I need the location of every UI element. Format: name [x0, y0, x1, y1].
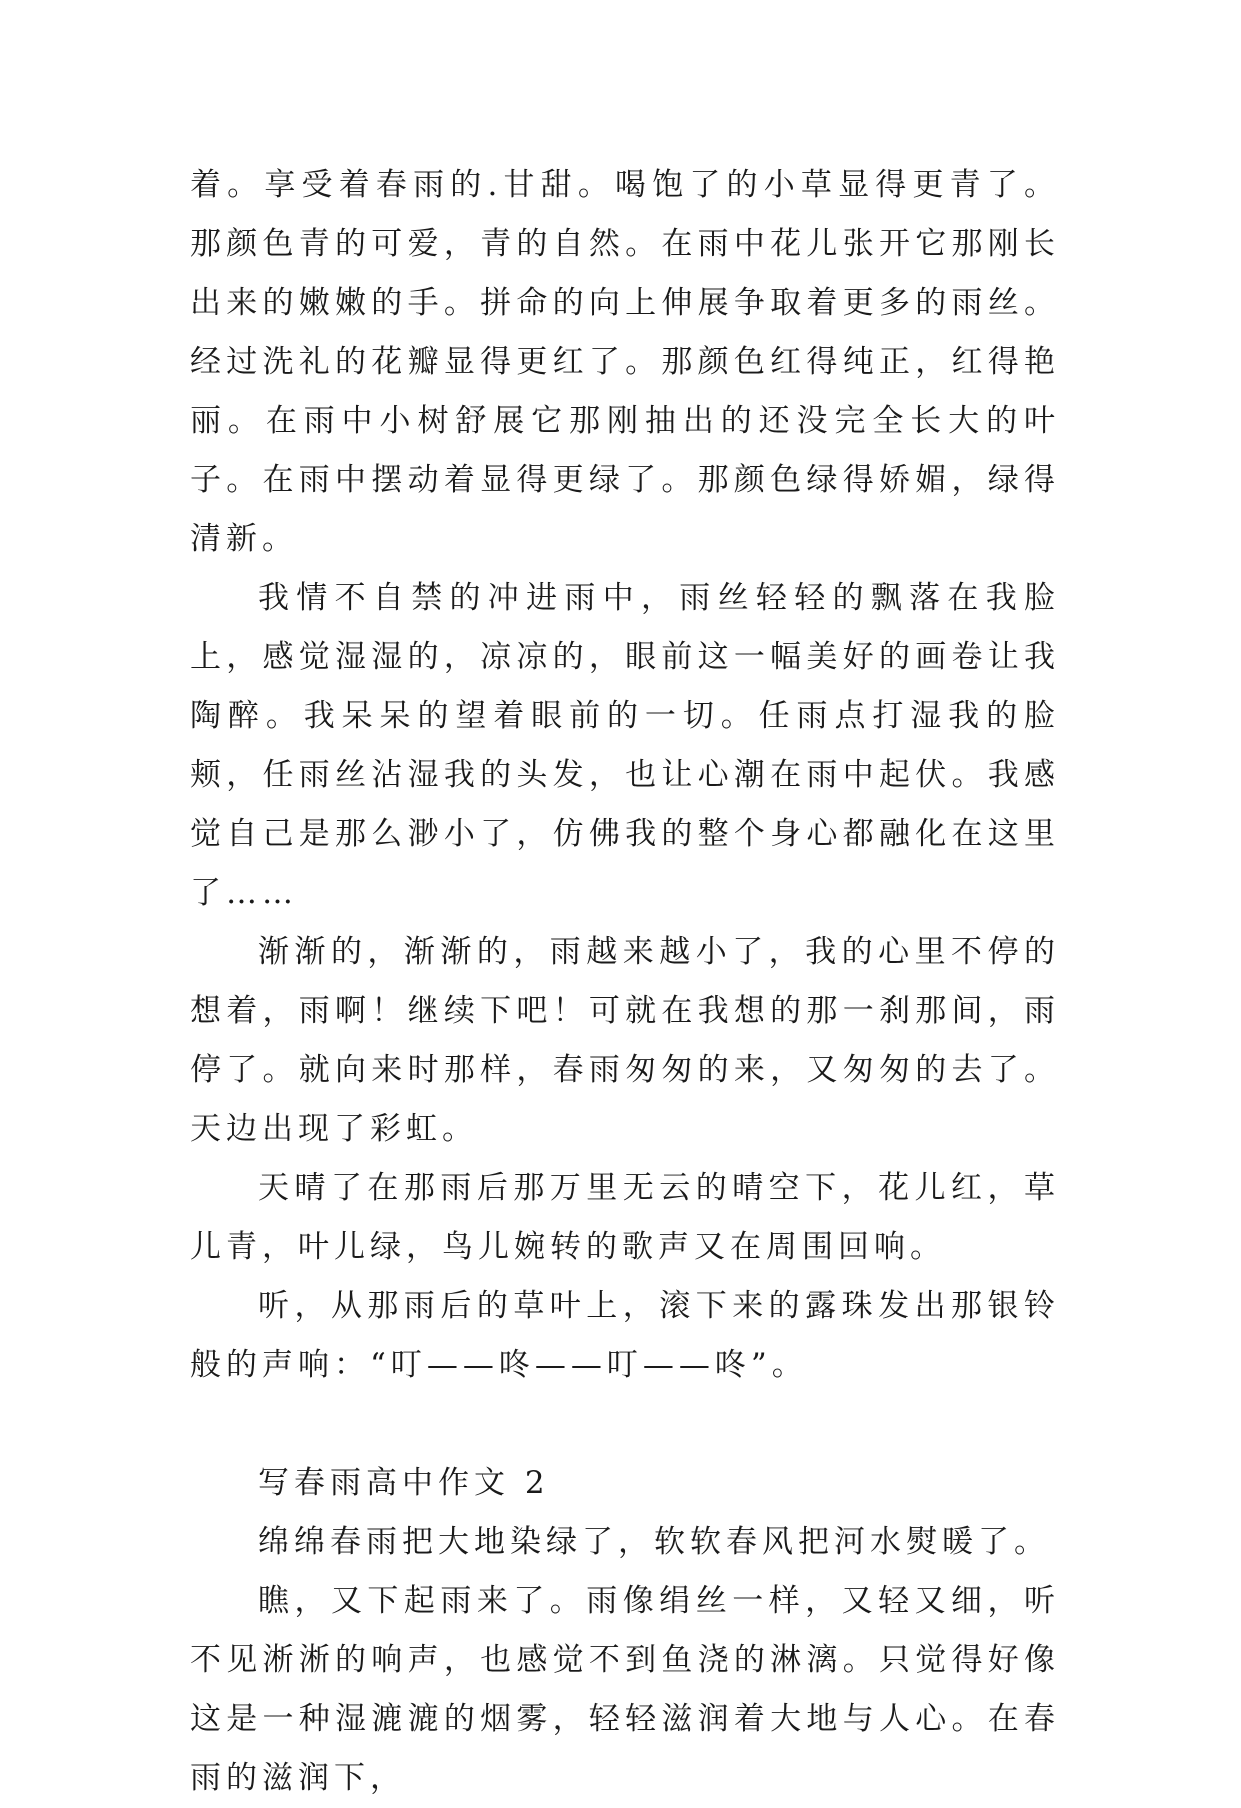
paragraph: 听，从那雨后的草叶上，滚下来的露珠发出那银铃般的声响：“叮——咚——叮——咚”。: [190, 1288, 1060, 1383]
paragraph: 渐渐的，渐渐的，雨越来越小了，我的心里不停的想着，雨啊！继续下吧！可就在我想的那一刹那间，雨停了。就向来时那样，春雨匆匆的来，又匆匆的去了。天边出现了彩虹。: [190, 934, 1060, 1147]
paragraph: 天晴了在那雨后那万里无云的晴空下，花儿红，草儿青，叶儿绿，鸟儿婉转的歌声又在周围回响。: [190, 1170, 1060, 1265]
paragraph: 绵绵春雨把大地染绿了，软软春风把河水熨暖了。: [258, 1524, 1050, 1560]
paragraph-continuation: 着。享受着春雨的.甘甜。喝饱了的小草显得更青了。那颜色青的可爱，青的自然。在雨中花儿张开它那刚长出来的嫩嫩的手。拼命的向上伸展争取着更多的雨丝。经过洗礼的花瓣显得更红了。那颜色红得纯正，红得艳丽。在雨中小树舒展它那刚抽出的还没完全长大的叶子。在雨中摆动着显得更绿了。那颜色绿得娇媚，绿得清新。: [190, 167, 1060, 557]
paragraph: 瞧，又下起雨来了。雨像绢丝一样，又轻又细，听不见淅淅的响声，也感觉不到鱼浇的淋漓。只觉得好像这是一种湿漉漉的烟雾，轻轻滋润着大地与人心。在春雨的滋润下，: [190, 1583, 1060, 1796]
document-body: [190, 156, 1060, 1808]
section-title: 写春雨高中作文 2: [258, 1465, 550, 1501]
paragraph: 我情不自禁的冲进雨中，雨丝轻轻的飘落在我脸上，感觉湿湿的，凉凉的，眼前这一幅美好的画卷让我陶醉。我呆呆的望着眼前的一切。任雨点打湿我的脸颊，任雨丝沾湿我的头发，也让心潮在雨中起伏。我感觉自己是那么渺小了，仿佛我的整个身心都融化在这里了……: [190, 580, 1060, 911]
